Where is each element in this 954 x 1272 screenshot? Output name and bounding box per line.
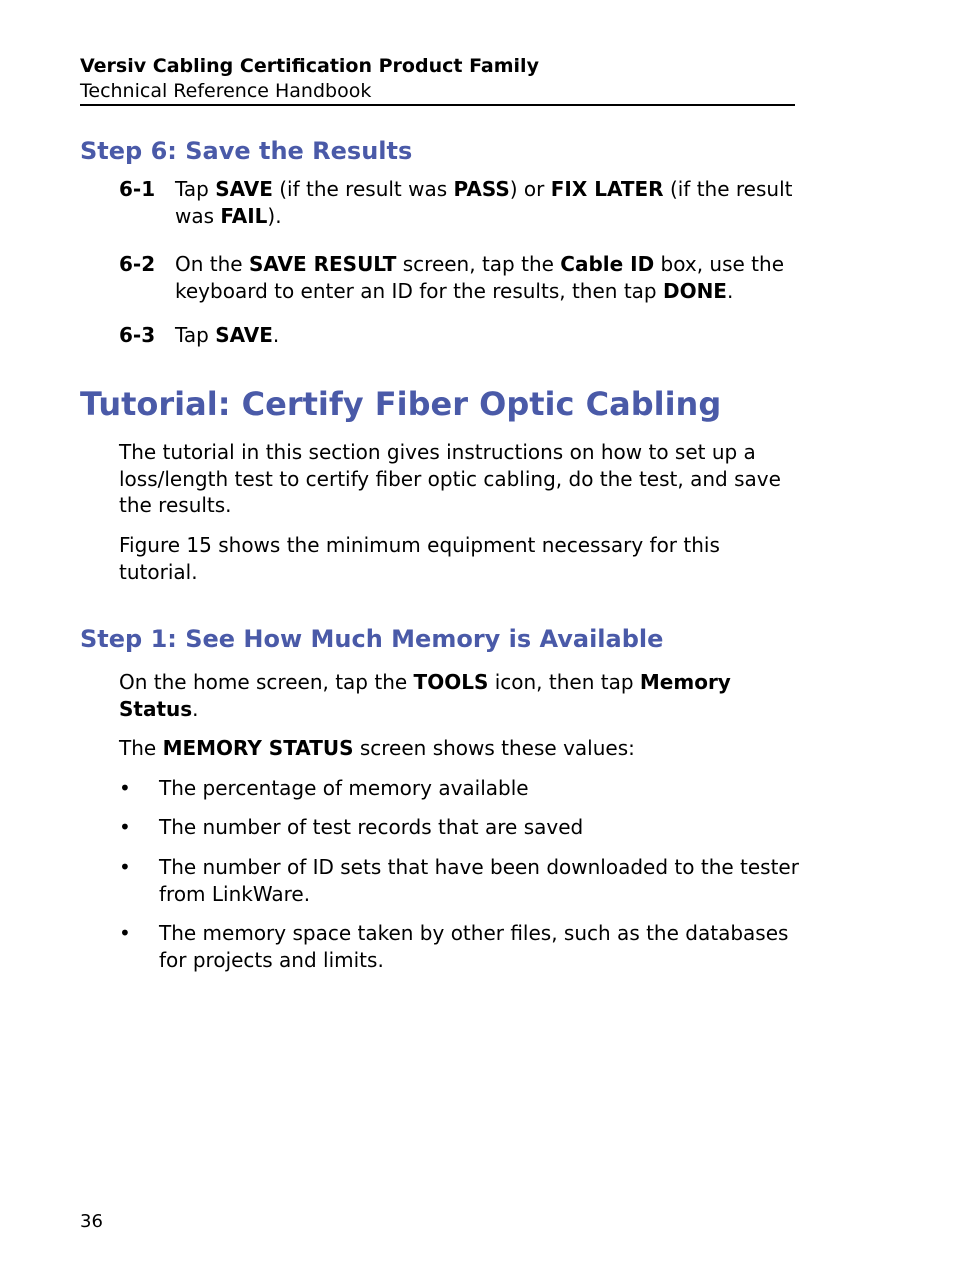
list-item: The number of test records that are saved	[159, 815, 584, 839]
bullet-icon: •	[119, 921, 131, 945]
header-rule	[80, 104, 795, 106]
step-text: Tap SAVE.	[175, 323, 280, 347]
running-header-subtitle: Technical Reference Handbook	[80, 80, 372, 102]
step1-instruction: On the home screen, tap the TOOLS icon, then tap Memory Status.	[119, 670, 731, 721]
page-number: 36	[80, 1211, 103, 1232]
list-item: The number of ID sets that have been downloaded to the tester from LinkWare.	[159, 855, 799, 906]
step-text: Tap SAVE (if the result was PASS) or FIX LATER (if the result was FAIL).	[175, 177, 793, 228]
running-header-title: Versiv Cabling Certification Product Family	[80, 55, 539, 77]
tutorial-figure-paragraph: Figure 15 shows the minimum equipment necessary for this tutorial.	[119, 533, 720, 584]
step1-values-intro: The MEMORY STATUS screen shows these values:	[119, 736, 635, 760]
step-number: 6-3	[119, 323, 156, 347]
bullet-icon: •	[119, 855, 131, 879]
step-text: On the SAVE RESULT screen, tap the Cable ID box, use the keyboard to enter an ID for the results, then tap DONE.	[175, 252, 785, 303]
tutorial-heading: Tutorial: Certify Fiber Optic Cabling	[80, 385, 722, 423]
step-number: 6-1	[119, 177, 156, 201]
tutorial-intro-paragraph: The tutorial in this section gives instructions on how to set up a loss/length test to certify fiber optic cabling, do the test, and save the results.	[119, 440, 781, 517]
bullet-icon: •	[119, 815, 131, 839]
list-item: The percentage of memory available	[159, 776, 529, 800]
step6-heading: Step 6: Save the Results	[80, 137, 413, 165]
list-item: The memory space taken by other files, such as the databases for projects and limits.	[159, 921, 789, 972]
bullet-icon: •	[119, 776, 131, 800]
step-number: 6-2	[119, 252, 156, 276]
step1-heading: Step 1: See How Much Memory is Available	[80, 625, 664, 653]
